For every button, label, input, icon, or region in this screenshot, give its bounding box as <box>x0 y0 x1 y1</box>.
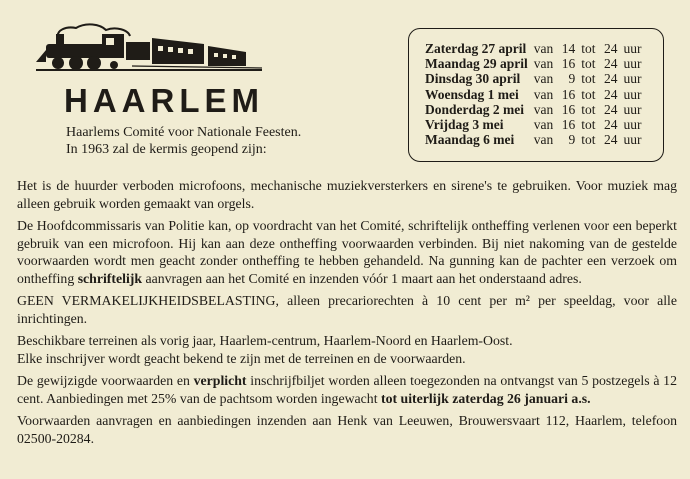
schedule-from-label: van <box>533 86 554 102</box>
schedule-to-hour: 24 <box>604 86 618 102</box>
schedule-from-hour: 16 <box>561 117 576 133</box>
schedule-to-label: tot <box>581 117 596 133</box>
emphasis-schriftelijk: schriftelijk <box>77 270 143 286</box>
schedule-unit: uur <box>623 132 642 148</box>
paragraph-police-exemption: De Hoofdcommissaris van Politie kan, op voordracht van het Comité, schriftelijk ontheffing verlenen voor een beperkt gebruik van een microfoon. Hij kan aan deze ontheffing voorwaarden verbinden. Bij niet nakoming van de gestelde voorwaarden wordt men geacht zonder ontheffing te hebben gehandeld. Na gunning kan de pachter een verzoek om ontheffing schriftelijk aanvragen aan het Comité en inzenden vóór 1 maart aan het onderstaand adres. <box>17 218 677 286</box>
page-title: HAARLEM <box>64 82 264 119</box>
schedule-from-hour: 9 <box>568 71 576 87</box>
schedule-from-hour: 16 <box>561 56 576 72</box>
opening-intro: In 1963 zal de kermis geopend zijn: <box>66 142 267 157</box>
schedule-unit: uur <box>623 71 642 87</box>
schedule-day: Woensdag 1 mei <box>425 86 519 102</box>
schedule-day: Maandag 6 mei <box>425 132 515 148</box>
schedule-to-label: tot <box>581 41 596 56</box>
schedule-row <box>425 41 642 56</box>
schedule-to-label: tot <box>581 71 596 87</box>
schedule-to-hour: 24 <box>604 56 618 72</box>
schedule-day: Donderdag 2 mei <box>425 101 524 117</box>
schedule-row <box>425 56 642 71</box>
schedule-from-hour: 16 <box>561 86 576 102</box>
schedule-from-label: van <box>533 71 554 87</box>
schedule-unit: uur <box>623 41 642 56</box>
schedule-to-label: tot <box>581 56 596 72</box>
schedule-to-hour: 24 <box>604 117 618 133</box>
emphasis-deadline: tot uiterlijk zaterdag 26 januari a.s. <box>380 390 591 406</box>
schedule-unit: uur <box>623 86 642 102</box>
paragraph-contact: Voorwaarden aanvragen en aanbiedingen inzenden aan Henk van Leeuwen, Brouwersvaart 112, Haarlem, telefoon 02500-20284. <box>17 413 677 446</box>
schedule-unit: uur <box>623 117 642 133</box>
schedule-to-hour: 24 <box>604 101 618 117</box>
emphasis-verplicht: verplicht <box>193 373 247 388</box>
schedule-day: Vrijdag 3 mei <box>425 117 504 133</box>
schedule-day: Zaterdag 27 april <box>425 41 527 56</box>
committee-name: Haarlems Comité voor Nationale Feesten. <box>66 125 302 140</box>
opening-schedule-box <box>408 28 664 162</box>
schedule-row <box>425 87 642 102</box>
schedule-from-label: van <box>533 56 554 72</box>
schedule-from-hour: 9 <box>568 132 576 148</box>
schedule-to-hour: 24 <box>604 41 618 56</box>
schedule-row <box>425 117 642 132</box>
steam-train-icon <box>36 16 262 74</box>
schedule-from-label: van <box>533 132 554 148</box>
schedule-row <box>425 132 642 147</box>
schedule-from-label: van <box>533 117 554 133</box>
subtitle <box>66 124 301 158</box>
paragraph-terrains: Beschikbare terreinen als vorig jaar, Haarlem-centrum, Haarlem-Noord en Haarlem-Oost. Elke inschrijver wordt geacht bekend te zijn met de terreinen en de voorwaarden. <box>17 333 513 366</box>
schedule-row <box>425 102 642 117</box>
paragraph-tax: GEEN VERMAKELIJKHEIDSBELASTING, alleen precariorechten à 10 cent per m² per speeldag, voor alle inrichtingen. <box>17 293 677 326</box>
schedule-from-label: van <box>533 41 554 56</box>
paragraph-microphone-ban: Het is de huurder verboden microfoons, mechanische muziekversterkers en sirene's te gebruiken. Voor muziek mag alleen gebruik worden gemaakt van orgels. <box>17 178 677 211</box>
schedule-to-hour: 24 <box>604 71 618 87</box>
schedule-to-label: tot <box>581 86 596 102</box>
paragraph-conditions: De gewijzigde voorwaarden en verplicht inschrijfbiljet worden alleen toegezonden na ontvangst van 5 postzegels à 12 cent. Aanbiedingen met 25% van de pachtsom worden ingewacht tot uiterlijk zaterdag 26 januari a.s. <box>17 373 677 406</box>
schedule-to-label: tot <box>581 101 596 117</box>
notice-body <box>17 177 677 452</box>
schedule-row <box>425 71 642 86</box>
opening-schedule-table <box>425 41 642 147</box>
schedule-to-hour: 24 <box>604 132 618 148</box>
schedule-from-label: van <box>533 101 554 117</box>
schedule-unit: uur <box>623 101 642 117</box>
schedule-day: Maandag 29 april <box>425 56 528 72</box>
schedule-from-hour: 16 <box>561 101 576 117</box>
schedule-from-hour: 14 <box>561 41 576 56</box>
schedule-unit: uur <box>623 56 642 72</box>
schedule-day: Dinsdag 30 april <box>425 71 521 87</box>
schedule-to-label: tot <box>581 132 596 148</box>
